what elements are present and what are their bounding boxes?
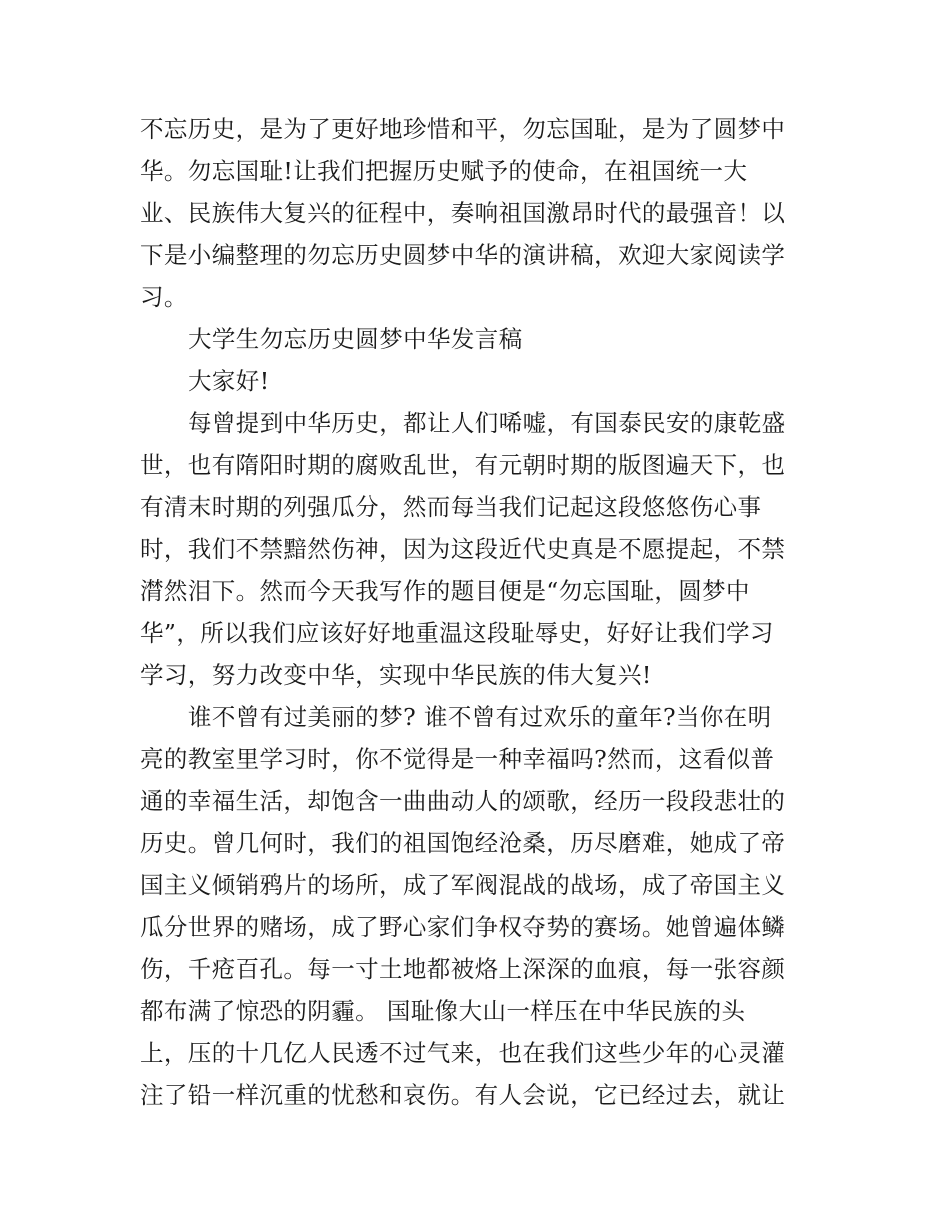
text-line: 伤，千疮百孔。每一寸土地都被烙上深深的血痕，每一张容颜	[140, 955, 786, 983]
text-line: 有清末时期的列强瓜分，然而每当我们记起这段悠悠伤心事	[140, 493, 762, 521]
greeting: 大家好!	[188, 367, 270, 395]
text-line: 习。	[140, 283, 188, 311]
text-line: 学习，努力改变中华，实现中华民族的伟大复兴!	[140, 661, 652, 689]
text-line: 下是小编整理的勿忘历史圆梦中华的演讲稿，欢迎大家阅读学	[140, 241, 786, 269]
text-line: 注了铅一样沉重的忧愁和哀伤。有人会说，它已经过去，就让	[140, 1081, 786, 1109]
text-line: 国主义倾销鸦片的场所，成了军阀混战的战场，成了帝国主义	[140, 871, 786, 899]
text-line: 时，我们不禁黯然伤神，因为这段近代史真是不愿提起，不禁	[140, 535, 786, 563]
text-line: 世，也有隋阳时期的腐败乱世，有元朝时期的版图遍天下，也	[140, 451, 786, 479]
text-line: 通的幸福生活，却饱含一曲曲动人的颂歌，经历一段段悲壮的	[140, 787, 786, 815]
text-line: 都布满了惊恐的阴霾。 国耻像大山一样压在中华民族的头	[140, 997, 746, 1025]
text-line: 不忘历史，是为了更好地珍惜和平，勿忘国耻，是为了圆梦中	[140, 115, 786, 143]
text-line: 上，压的十几亿人民透不过气来，也在我们这些少年的心灵灌	[140, 1039, 786, 1067]
body-text	[140, 108, 815, 1116]
text-line: 历史。曾几何时，我们的祖国饱经沧桑，历尽磨难，她成了帝	[140, 829, 786, 857]
text-line: 谁不曾有过美丽的梦? 谁不曾有过欢乐的童年?当你在明	[188, 703, 772, 731]
text-line: 潸然泪下。然而今天我写作的题目便是“勿忘国耻，圆梦中	[140, 577, 750, 605]
text-line: 华”，所以我们应该好好地重温这段耻辱史，好好让我们学习	[140, 619, 774, 647]
text-line: 亮的教室里学习时，你不觉得是一种幸福吗?然而，这看似普	[140, 745, 775, 773]
speech-title: 大学生勿忘历史圆梦中华发言稿	[188, 325, 523, 353]
text-line: 每曾提到中华历史，都让人们唏嘘，有国泰民安的康乾盛	[188, 409, 786, 437]
text-line: 华。勿忘国耻!让我们把握历史赋予的使命，在祖国统一大	[140, 157, 748, 185]
text-line: 瓜分世界的赌场，成了野心家们争权夺势的赛场。她曾遍体鳞	[140, 913, 786, 941]
text-line: 业、民族伟大复兴的征程中，奏响祖国激昂时代的最强音！以	[140, 199, 786, 227]
